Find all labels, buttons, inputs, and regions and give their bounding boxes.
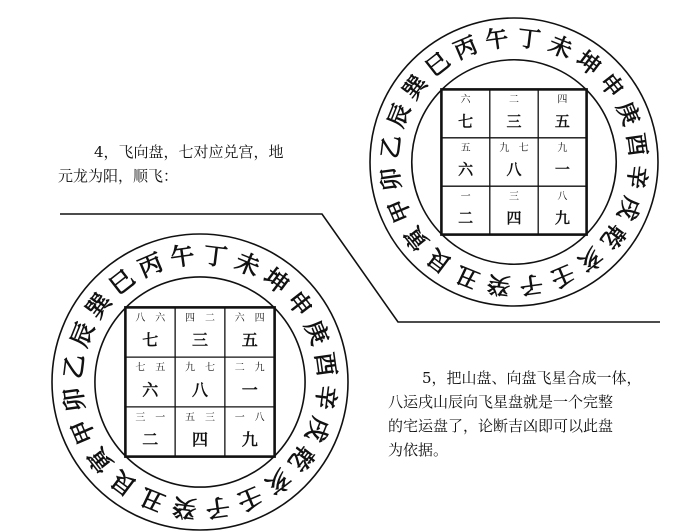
ring-direction-label: 丑 <box>136 481 169 517</box>
ring-direction-label: 庚 <box>298 316 335 350</box>
ring-direction-label: 壬 <box>232 480 266 517</box>
ring-direction-label: 乙 <box>377 133 407 160</box>
palace-small-star: 七 <box>518 142 529 154</box>
ring-direction-label: 壬 <box>546 258 578 292</box>
ring-direction-label: 辛 <box>621 164 651 191</box>
palace-main-star: 八 <box>191 380 209 400</box>
ring-direction-label: 甲 <box>384 194 418 226</box>
paragraph-5-line-2: 八运戌山辰向飞星盘就是一个完整 <box>388 393 614 411</box>
ring-direction-label: 亥 <box>572 241 607 277</box>
palace-small-star: 四 <box>185 312 196 324</box>
flying-star-wheel-top-svg <box>368 16 660 308</box>
ring-direction-label: 艮 <box>105 464 142 502</box>
palace-main-star: 九 <box>554 209 570 228</box>
palace-small-star: 八 <box>254 412 265 424</box>
paragraph-4-line-1: 4，飞向盘，七对应兑宫，地 <box>94 143 284 161</box>
palace-main-star: 四 <box>506 209 522 228</box>
palace-small-star: 九 <box>254 362 265 374</box>
palace-small-star: 六 <box>155 312 166 324</box>
palace-small-star: 八 <box>557 191 568 203</box>
ring-direction-label: 未 <box>231 247 264 283</box>
paragraph-5 <box>388 366 642 462</box>
paragraph-4-line-2: 元龙为阳，顺飞： <box>58 167 179 185</box>
palace-main-star: 三 <box>191 330 209 350</box>
ring-direction-label: 午 <box>483 25 511 55</box>
palace-small-star: 三 <box>135 412 146 424</box>
palace-main-star: 五 <box>241 330 258 350</box>
palace-small-star: 一 <box>234 412 245 424</box>
paragraph-4 <box>58 140 284 188</box>
ring-direction-label: 酉 <box>309 350 341 379</box>
palace-main-star: 七 <box>142 330 159 350</box>
ring-direction-label: 子 <box>517 269 545 299</box>
palace-main-star: 七 <box>458 112 474 131</box>
ring-direction-label: 巽 <box>398 70 433 105</box>
ring-direction-label: 乾 <box>595 219 630 254</box>
ring-direction-label: 亥 <box>259 463 296 501</box>
ring-direction-label: 辰 <box>65 318 101 351</box>
paragraph-5-line-1: 5，把山盘、向盘飞星合成一体， <box>422 369 642 387</box>
ring-direction-label: 酉 <box>621 131 651 159</box>
palace-small-star: 四 <box>254 312 265 324</box>
palace-small-star: 六 <box>234 312 245 324</box>
palace-main-star: 三 <box>506 112 522 131</box>
palace-main-star: 一 <box>241 380 258 400</box>
ring-direction-label: 寅 <box>81 441 119 478</box>
palace-main-star: 四 <box>191 430 209 450</box>
ring-direction-label: 未 <box>544 31 576 65</box>
ring-direction-label: 辰 <box>383 100 417 132</box>
ring-direction-label: 丁 <box>516 25 543 55</box>
palace-main-star: 二 <box>458 209 474 228</box>
ring-direction-label: 癸 <box>170 492 199 523</box>
palace-small-star: 八 <box>135 312 146 324</box>
ring-direction-label: 乙 <box>59 352 90 381</box>
ring-direction-label: 卯 <box>377 165 407 193</box>
ring-direction-label: 子 <box>203 491 232 523</box>
palace-small-star: 九 <box>557 142 568 154</box>
ring-direction-label: 午 <box>168 241 197 273</box>
palace-main-star: 二 <box>142 430 159 450</box>
palace-main-star: 九 <box>241 430 258 450</box>
ring-direction-label: 辛 <box>310 383 341 412</box>
ring-direction-label: 丙 <box>134 247 168 284</box>
ring-direction-label: 巳 <box>421 47 456 83</box>
ring-direction-label: 戌 <box>611 192 645 224</box>
paragraph-5-line-4: 为依据。 <box>388 441 449 459</box>
ring-direction-label: 巳 <box>104 263 141 301</box>
ring-direction-label: 丙 <box>450 32 482 66</box>
palace-main-star: 一 <box>554 160 570 179</box>
palace-small-star: 九 <box>499 142 510 154</box>
palace-small-star: 四 <box>557 94 568 106</box>
palace-small-star: 五 <box>185 412 196 424</box>
palace-small-star: 一 <box>460 191 471 203</box>
palace-main-star: 六 <box>458 160 474 179</box>
ring-direction-label: 卯 <box>59 385 91 414</box>
ring-direction-label: 坤 <box>258 262 295 300</box>
palace-small-star: 七 <box>135 362 146 374</box>
ring-direction-label: 艮 <box>422 243 457 278</box>
palace-small-star: 七 <box>204 362 215 374</box>
ring-direction-label: 坤 <box>571 46 606 81</box>
ring-direction-label: 申 <box>593 69 629 104</box>
paragraph-5-line-3: 的宅运盘了，论断吉凶即可以此盘 <box>388 417 614 435</box>
ring-direction-label: 巽 <box>80 287 118 324</box>
palace-small-star: 九 <box>185 362 196 374</box>
palace-main-star: 五 <box>554 112 570 131</box>
palace-small-star: 五 <box>155 362 166 374</box>
ring-direction-label: 戌 <box>299 413 335 446</box>
palace-small-star: 六 <box>460 94 471 106</box>
flying-star-wheel-bottom <box>50 232 350 532</box>
ring-direction-label: 申 <box>281 286 319 323</box>
ring-direction-label: 癸 <box>485 269 512 299</box>
palace-small-star: 五 <box>460 142 471 154</box>
ring-direction-label: 乾 <box>282 440 320 477</box>
palace-small-star: 三 <box>204 412 215 424</box>
ring-direction-label: 丁 <box>201 241 230 272</box>
palace-small-star: 一 <box>155 412 166 424</box>
ring-direction-label: 丑 <box>452 259 484 293</box>
palace-small-star: 二 <box>204 312 215 324</box>
palace-small-star: 二 <box>509 94 519 106</box>
flying-star-wheel-top <box>368 16 660 308</box>
flying-star-wheel-bottom-svg <box>50 232 350 532</box>
palace-small-star: 二 <box>234 362 245 374</box>
palace-main-star: 六 <box>142 380 159 400</box>
ring-direction-label: 庚 <box>610 98 644 130</box>
palace-main-star: 八 <box>506 160 522 179</box>
ring-direction-label: 寅 <box>399 220 435 255</box>
ring-direction-label: 甲 <box>65 414 102 448</box>
palace-small-star: 三 <box>509 191 519 203</box>
